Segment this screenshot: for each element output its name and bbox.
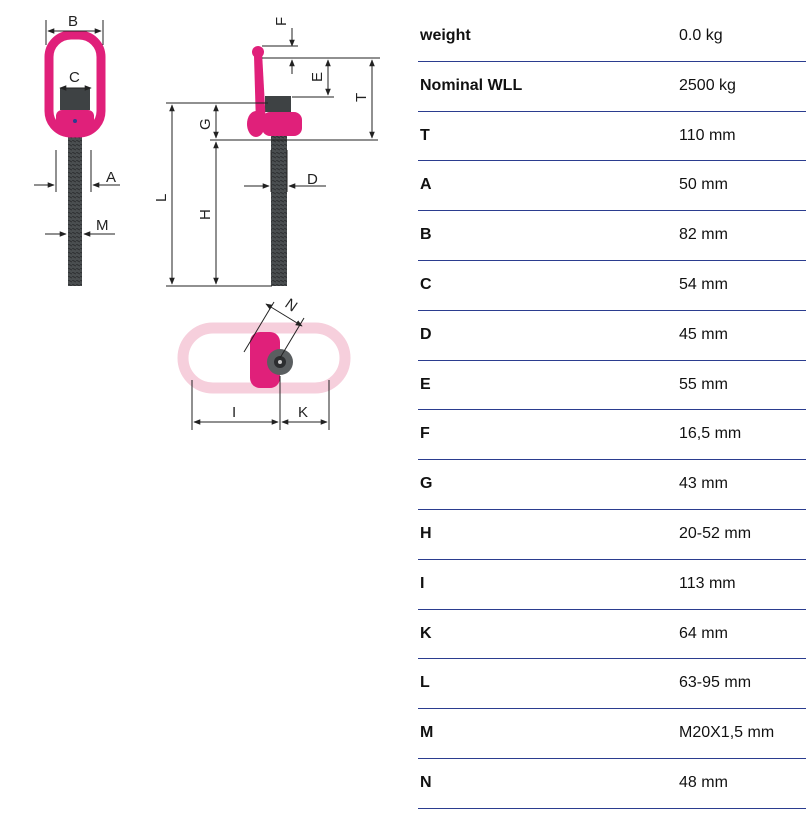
spec-key: Nominal WLL xyxy=(420,76,523,94)
dim-label-T: T xyxy=(353,92,370,102)
side-lever xyxy=(254,52,266,125)
side-bolt xyxy=(271,136,287,286)
dim-label-M: M xyxy=(96,217,109,234)
spec-row xyxy=(418,161,806,211)
spec-row xyxy=(418,112,806,162)
side-swivel-body xyxy=(262,112,302,136)
dim-label-H: H xyxy=(197,209,214,220)
dim-label-D: D xyxy=(307,171,318,188)
spec-value: 2500 kg xyxy=(679,76,736,94)
spec-value: 20-52 mm xyxy=(679,524,752,542)
spec-row xyxy=(418,410,806,460)
spec-key: L xyxy=(420,674,430,692)
spec-value: 113 mm xyxy=(679,574,736,592)
dim-label-I: I xyxy=(232,404,237,421)
dim-label-F: F xyxy=(273,16,290,26)
spec-row xyxy=(418,460,806,510)
spec-row xyxy=(418,560,806,610)
spec-value: 110 mm xyxy=(679,126,736,144)
spec-row xyxy=(418,510,806,560)
spec-row xyxy=(418,610,806,660)
spec-value: 54 mm xyxy=(679,275,728,293)
spec-value: 16,5 mm xyxy=(679,425,742,443)
dim-label-K: K xyxy=(298,404,309,421)
spec-key: A xyxy=(420,176,432,194)
spec-table xyxy=(418,12,806,809)
spec-value: 64 mm xyxy=(679,624,728,642)
spec-value: 43 mm xyxy=(679,475,728,493)
spec-key: K xyxy=(420,624,432,642)
spec-row xyxy=(418,311,806,361)
spec-row xyxy=(418,12,806,62)
spec-value: 55 mm xyxy=(679,375,728,393)
spec-value: 82 mm xyxy=(679,226,728,244)
front-view xyxy=(34,13,120,286)
spec-row xyxy=(418,211,806,261)
spec-key: C xyxy=(420,275,432,293)
front-swivel-dot xyxy=(73,119,77,123)
technical-drawing xyxy=(0,0,400,460)
top-view xyxy=(183,295,345,430)
spec-key: T xyxy=(420,126,430,144)
side-view xyxy=(153,17,380,286)
spec-key: I xyxy=(420,574,425,592)
spec-value: 63-95 mm xyxy=(679,674,752,692)
spec-value: M20X1,5 mm xyxy=(679,724,775,742)
spec-key: G xyxy=(420,475,433,493)
side-nut xyxy=(265,96,291,112)
spec-key: weight xyxy=(420,27,471,44)
spec-key: D xyxy=(420,325,432,343)
spec-key: F xyxy=(420,425,430,443)
spec-row xyxy=(418,62,806,112)
front-nut xyxy=(60,88,90,110)
spec-value: 0.0 kg xyxy=(679,27,723,44)
spec-value: 48 mm xyxy=(679,773,728,791)
dim-label-E: E xyxy=(309,71,326,82)
dim-label-G: G xyxy=(197,118,214,130)
dim-label-C: C xyxy=(69,69,80,86)
spec-value: 45 mm xyxy=(679,325,728,343)
spec-value: 50 mm xyxy=(679,176,728,194)
front-bolt xyxy=(68,120,82,286)
spec-key: H xyxy=(420,524,432,542)
spec-key: B xyxy=(420,226,432,244)
spec-row xyxy=(418,759,806,809)
spec-row xyxy=(418,361,806,411)
dim-label-N: N xyxy=(281,295,301,316)
dim-label-L: L xyxy=(153,193,170,202)
dim-label-A: A xyxy=(106,169,117,186)
spec-row xyxy=(418,709,806,759)
spec-key: M xyxy=(420,724,434,742)
side-lever-tip xyxy=(252,46,264,58)
top-bolt-center xyxy=(278,360,282,364)
spec-key: N xyxy=(420,773,432,791)
spec-key: E xyxy=(420,375,431,393)
spec-row xyxy=(418,659,806,709)
spec-row xyxy=(418,261,806,311)
dim-label-B: B xyxy=(68,13,79,30)
